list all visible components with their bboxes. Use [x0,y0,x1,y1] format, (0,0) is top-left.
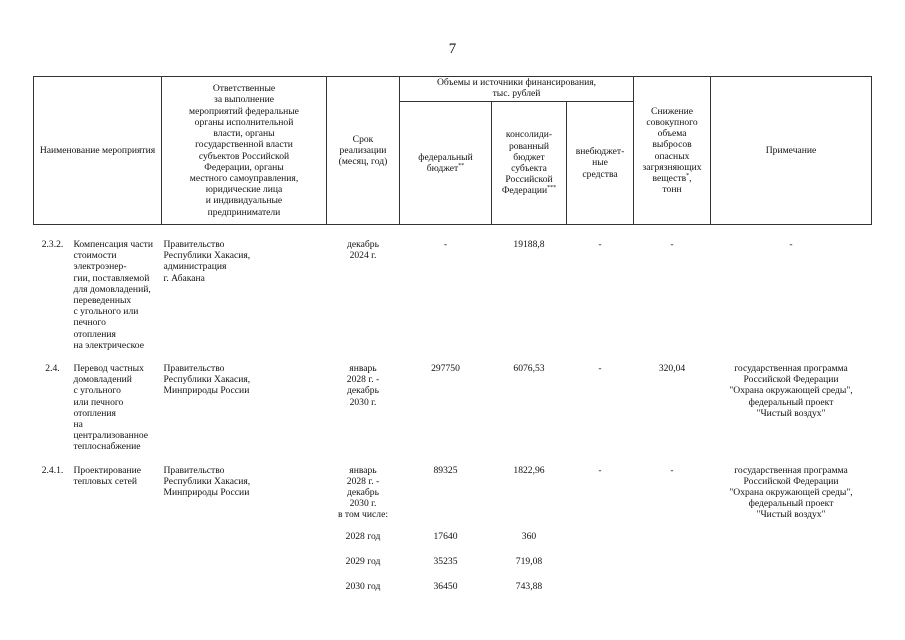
page-number: 7 [448,41,457,57]
row-name: Проектирование тепловых сетей [73,464,142,487]
row-number: 2.4.1. [41,464,64,476]
row-regional: 19188,8 [513,239,545,250]
row-offbudget: - [598,464,602,476]
year-federal: 36450 [433,580,458,592]
row-responsible: Правительство Республики Хакасия, Минприроды России [163,464,251,499]
header-reduction: Снижение совокупного объема выбросов опасных загрязняющих веществ*, тонн [634,77,711,225]
year-regional: 719,08 [515,555,543,567]
row-number: 2.3.2. [41,239,64,250]
table-row [34,239,872,351]
header-federal: федеральный бюджет** [400,102,492,225]
measures-table [33,76,872,596]
year-row [34,546,872,571]
row-term: январь 2028 г. - декабрь 2030 г. в том числе: [337,464,388,521]
table-row [34,363,872,453]
year-federal: 17640 [433,530,458,542]
year-row [34,571,872,596]
row-name: Компенсация части стоимости электроэнер- гии, поставляемой для домовладений, переведенных с угольного или печного отопления на электрическое [73,239,154,351]
header-offbudget: внебюджет- ные средства [567,102,634,225]
row-federal: - [443,239,448,250]
header-name: Наименование мероприятия [34,77,162,225]
year-label: 2030 год [345,580,381,592]
row-name: Перевод частных домовладений с угольного или печного отопления на централизованное теплоснабжение [73,363,149,453]
table-row [34,465,872,521]
header-regional: консолиди- рованный бюджет субъекта Российской Федерации*** [492,102,567,225]
row-responsible: Правительство Республики Хакасия, Минприроды России [163,363,251,397]
row-federal: 89325 [433,464,458,476]
row-offbudget: - [598,239,602,250]
year-regional: 360 [521,530,537,542]
year-regional: 743,88 [515,580,543,592]
row-responsible: Правительство Республики Хакасия, администрация г. Абакана [163,239,251,284]
reduction-unit: тонн [662,184,682,196]
header-responsible: Ответственные за выполнение мероприятий федеральные органы исполнительной власти, органы государственной власти субъектов Российской Федерации, органы местного самоуправления, юридические лица и индивидуальные предприниматели [162,77,327,225]
row-note: государственная программа Российской Федерации "Охрана окружающей среды", федеральный проект "Чистый воздух" [729,363,853,419]
year-federal: 35235 [433,555,458,567]
row-regional: 1822,96 [513,464,545,476]
row-reduction: - [670,239,674,250]
reduction-footnote-mark: * [686,172,690,179]
header-financing: Объемы и источники финансирования, тыс. рублей [400,77,634,102]
row-federal: 297750 [431,363,460,375]
row-reduction: - [670,464,674,476]
header-note: Примечание [711,77,872,225]
year-label: 2029 год [345,555,381,567]
row-note: - [789,239,793,250]
row-reduction: 320,04 [658,363,686,375]
row-term: январь 2028 г. - декабрь 2030 г. [346,363,380,408]
year-label: 2028 год [345,530,381,542]
row-regional: 6076,53 [513,363,545,375]
year-row [34,521,872,546]
row-number: 2.4. [45,363,60,375]
row-offbudget: - [598,363,602,375]
row-term: декабрь 2024 г. [347,239,379,262]
row-note: государственная программа Российской Федерации "Охрана окружающей среды", федеральный проект "Чистый воздух" [729,464,853,521]
header-term: Срок реализации (месяц, год) [327,77,400,225]
